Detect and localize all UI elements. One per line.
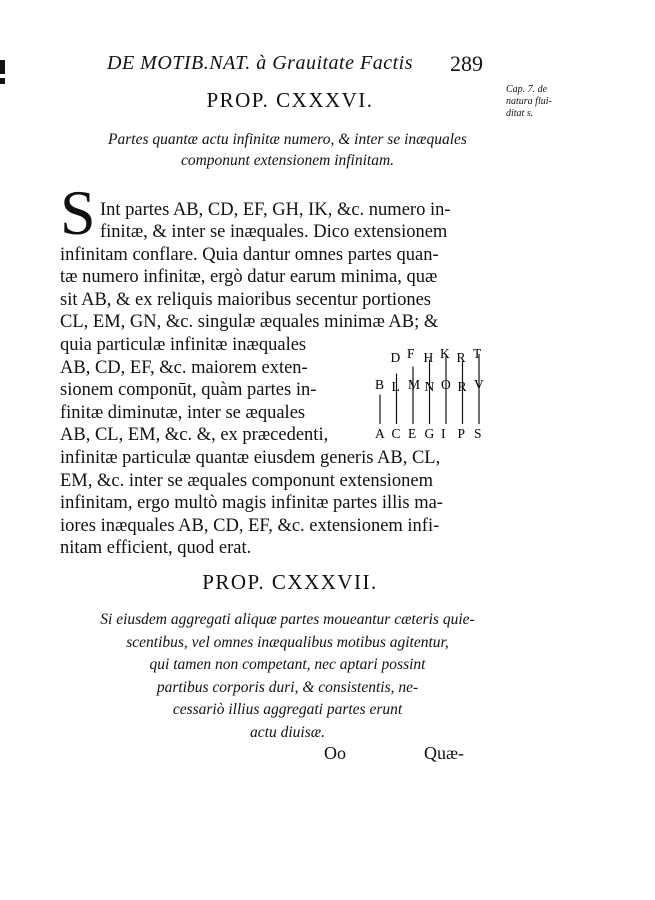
body-line: infinitam conflare. Quia dantur omnes partes quan- [60, 244, 439, 265]
body-line: sionem componūt, quàm partes in- [60, 380, 317, 401]
page-number: 289 [450, 51, 483, 76]
figure-label-bottom: P [457, 426, 466, 441]
catchword: Quæ- [424, 743, 464, 763]
figure-label-top: T [473, 346, 482, 361]
statement-line: Partes quantæ actu infinitæ numero, & inter se inæquales [108, 131, 467, 148]
figure-label-middle: O [441, 377, 451, 392]
figure-label-middle: N [424, 379, 435, 394]
statement-line: cessariò illius aggregati partes erunt [172, 701, 403, 718]
proposition-137-title: PROP. CXXXVII. [202, 570, 378, 594]
figure-label-bottom: E [408, 426, 417, 441]
figure-label-bottom: G [424, 426, 435, 441]
body-paragraph-opening [100, 199, 505, 222]
figure-label-top: F [407, 346, 415, 361]
proposition-136-statement [60, 129, 515, 171]
body-paragraph-closing [60, 447, 505, 560]
proposition-137-statement [60, 609, 515, 744]
drop-cap: S [60, 177, 96, 248]
statement-line: actu diuisæ. [250, 723, 325, 741]
margin-note-line: natura flui- [506, 96, 552, 107]
body-line: AB, CD, EF, &c. maiorem exten- [60, 357, 308, 378]
body-line: quia particulæ infinitæ inæquales [60, 335, 307, 355]
statement-line: scentibus, vel omnes inæqualibus motibus agitentur, [126, 633, 449, 651]
figure-label-top: H [423, 350, 434, 365]
statement-line: qui tamen non competant, nec aptari possint [149, 656, 426, 673]
body-line: finitæ, & inter se inæquales. Dico extensionem [100, 222, 448, 242]
statement-line: Si eiusdem aggregati aliquæ partes moueantur cæteris quie- [100, 611, 475, 628]
figure-label-bottom: I [441, 426, 446, 441]
geometric-figure [368, 344, 493, 444]
body-line: CL, EM, GN, &c. singulæ æquales minimæ AB; & [60, 312, 439, 333]
statement-line: componunt extensionem infinitam. [180, 152, 395, 169]
margin-note-line: ditat s. [506, 108, 534, 119]
body-paragraph-narrow [60, 334, 390, 447]
binding-mark [0, 60, 5, 74]
body-line: infinitam, ergo multò magis infinitæ partes illis ma- [60, 493, 443, 514]
body-line: nitam efficient, quod erat. [60, 538, 252, 559]
body-line: infinitæ particulæ quantæ eiusdem generis AB, CL, [60, 448, 441, 468]
margin-note-line: Cap. 7. de [506, 84, 548, 95]
figure-label-middle: M [408, 377, 421, 392]
statement-line: partibus corporis duri, & consistentis, ne- [156, 678, 419, 696]
figure-label-bottom: C [391, 426, 401, 441]
body-line: EM, &c. inter se æquales componunt extensionem [60, 470, 434, 491]
running-head: DE MOTIB.NAT. à Grauitate Factis [107, 52, 413, 74]
body-line: tæ numero infinitæ, ergò datur earum minima, quæ [60, 267, 438, 288]
body-line: finitæ diminutæ, inter se æquales [60, 402, 306, 423]
figure-label-middle: V [474, 377, 484, 392]
proposition-136-title: PROP. CXXXVI. [206, 88, 374, 112]
body-paragraph [60, 221, 505, 334]
body-line: Int partes AB, CD, EF, GH, IK, &c. numero in- [100, 200, 451, 220]
figure-label-bottom: A [375, 426, 385, 441]
figure-label-middle: B [375, 377, 385, 392]
figure-label-top: D [390, 350, 401, 365]
figure-label-middle: R [457, 379, 467, 394]
body-line: iores inæquales AB, CD, EF, &c. extensionem infi- [60, 515, 440, 536]
binding-mark [0, 78, 5, 84]
figure-label-top: K [440, 346, 450, 361]
figure-label-top: R [456, 350, 466, 365]
body-line: sit AB, & ex reliquis maioribus secentur portiones [60, 289, 431, 310]
signature-mark: Oo [324, 743, 346, 763]
body-line: AB, CL, EM, &c. &, ex præcedenti, [60, 425, 329, 446]
figure-label-bottom: S [474, 426, 482, 441]
figure-label-middle: L [391, 379, 400, 394]
